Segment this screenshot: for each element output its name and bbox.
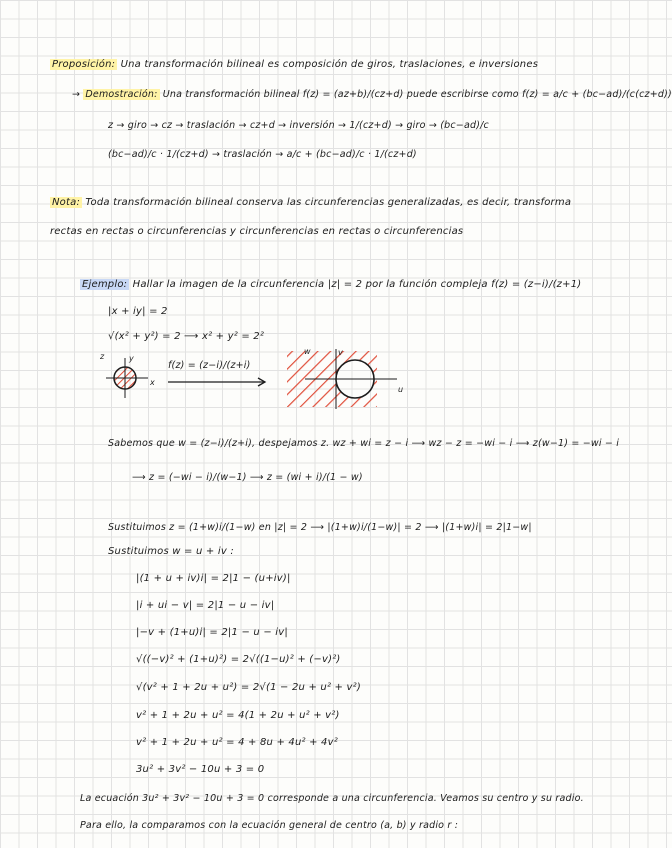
example-line xyxy=(80,279,581,290)
derivation-line-12: 3u² + 3v² − 10u + 3 = 0 xyxy=(136,764,265,775)
conclusion-line-2: Para ello, la comparamos con la ecuación general de centro (a, b) y radio r : xyxy=(80,820,459,831)
map-function-label: f(z) = (z−i)/(z+i) xyxy=(168,360,251,371)
derivation-line-3: Sustituimos z = (1+w)i/(1−w) en |z| = 2 ⟶ |(1+w)i/(1−w)| = 2 ⟶ |(1+w)i| = 2|1−w| xyxy=(108,522,532,533)
derivation-line-10: v² + 1 + 2u + u² = 4(1 + 2u + u² + v²) xyxy=(136,710,340,721)
conclusion-line-1: La ecuación 3u² + 3v² − 10u + 3 = 0 corresponde a una circunferencia. Veamos su centro y su radio. xyxy=(80,793,584,804)
axis-label-y: y xyxy=(129,354,134,363)
note-line-2: rectas en rectas o circunferencias y circunferencias en rectas o circunferencias xyxy=(50,226,464,237)
example-step-1: |x + iy| = 2 xyxy=(108,306,168,317)
map-arrow-icon xyxy=(168,378,268,386)
demonstration-label: Demostración: xyxy=(85,89,158,100)
proposition-label: Proposición: xyxy=(52,59,116,70)
note-line-1 xyxy=(50,197,571,208)
derivation-line-8: √((−v)² + (1+u)²) = 2√((1−u)² + (−v)²) xyxy=(136,654,341,665)
demonstration-line xyxy=(72,89,672,100)
derivation-line-9: √(v² + 1 + 2u + u²) = 2√(1 − 2u + u² + v²) xyxy=(136,682,361,693)
derivation-line-6: |i + ui − v| = 2|1 − u − iv| xyxy=(136,600,275,611)
note-label: Nota: xyxy=(52,197,81,208)
axis-label-x: x xyxy=(150,378,155,387)
demonstration-chain-2: (bc−ad)/c · 1/(cz+d) → traslación → a/c + (bc−ad)/c · 1/(cz+d) xyxy=(108,149,417,160)
derivation-line-4: Sustituimos w = u + iv : xyxy=(108,546,234,557)
proposition-text: Una transformación bilineal es composición de giros, traslaciones, e inversiones xyxy=(120,59,539,70)
proposition-line xyxy=(50,59,538,70)
example-text: Hallar la imagen de la circunferencia |z| = 2 por la función compleja f(z) = (z−i)/(z+1) xyxy=(132,279,582,290)
derivation-line-5: |(1 + u + iv)i| = 2|1 − (u+iv)| xyxy=(136,573,291,584)
axis-label-w: w xyxy=(304,347,311,356)
demonstration-chain-1: z → giro → cz → traslación → cz+d → inversión → 1/(cz+d) → giro → (bc−ad)/c xyxy=(108,120,489,131)
w-plane-diagram xyxy=(285,345,405,410)
note-text-1: Toda transformación bilineal conserva las circunferencias generalizadas, es decir, transforma xyxy=(85,197,572,208)
axis-label-u: u xyxy=(398,385,404,394)
derivation-line-2: ⟶ z = (−wi − i)/(w−1) ⟶ z = (wi + i)/(1 − w) xyxy=(132,472,363,483)
axis-label-z: z xyxy=(100,352,105,361)
derivation-line-11: v² + 1 + 2u + u² = 4 + 8u + 4u² + 4v² xyxy=(136,737,338,748)
example-step-2: √(x² + y²) = 2 ⟶ x² + y² = 2² xyxy=(108,331,265,342)
arrow-icon: → xyxy=(72,89,81,100)
demonstration-text: Una transformación bilineal f(z) = (az+b)/(cz+d) puede escribirse como f(z) = a/c + (bc−ad)/(c(cz+d)) xyxy=(162,89,672,100)
derivation-line-7: |−v + (1+u)i| = 2|1 − u − iv| xyxy=(136,627,288,638)
example-label: Ejemplo: xyxy=(82,279,128,290)
derivation-line-1: Sabemos que w = (z−i)/(z+i), despejamos z. wz + wi = z − i ⟶ wz − z = −wi − i ⟶ z(w−1) = −wi − i xyxy=(108,438,620,449)
axis-label-v: v xyxy=(338,348,343,357)
